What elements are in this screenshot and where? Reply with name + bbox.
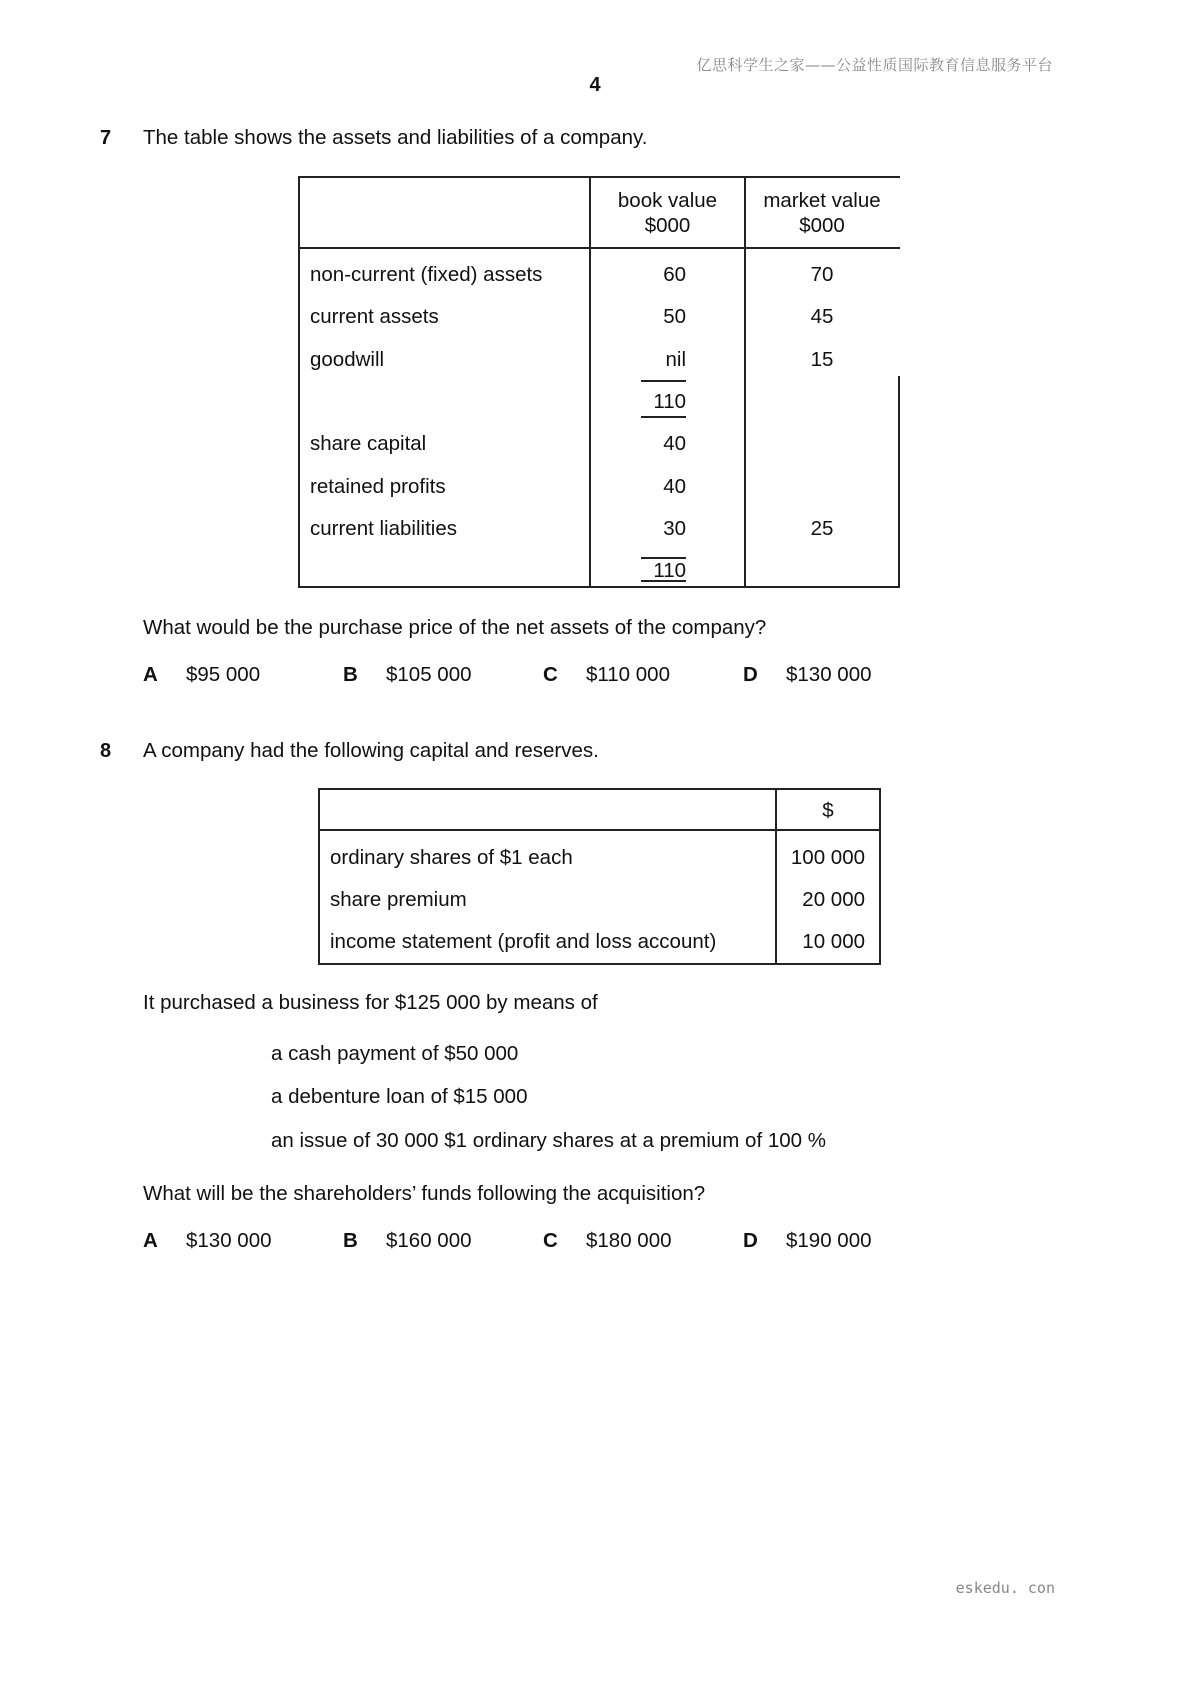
table-row-book: 40 (663, 475, 686, 498)
table-row-value: 20 000 (802, 888, 865, 911)
option-c-letter: C (543, 1229, 558, 1252)
option-a-letter: A (143, 663, 158, 686)
table-row-market: 45 (810, 305, 834, 328)
option-d-text[interactable]: $130 000 (786, 663, 872, 686)
header-market-unit: $000 (799, 214, 845, 237)
question-7-number: 7 (100, 127, 112, 149)
option-a-letter: A (143, 1229, 158, 1252)
means-item: a cash payment of $50 000 (271, 1042, 519, 1065)
option-b-letter: B (343, 663, 358, 686)
option-a-text[interactable]: $130 000 (186, 1229, 272, 1252)
question-8-stem: A company had the following capital and reserves. (143, 739, 599, 762)
option-a-text[interactable]: $95 000 (186, 663, 261, 686)
table-row-market: 15 (810, 348, 834, 371)
table-row-label: goodwill (310, 348, 385, 371)
table-row-value: 100 000 (790, 846, 865, 869)
table-row-value: 10 000 (802, 930, 865, 953)
table-row-label: current liabilities (310, 517, 457, 540)
table-row-label: ordinary shares of $1 each (330, 846, 573, 869)
question-8-intro: It purchased a business for $125 000 by means of (143, 991, 598, 1014)
table-row-label: current assets (310, 305, 439, 328)
table-row-book: 60 (663, 263, 686, 286)
table-row-market: 25 (810, 517, 834, 540)
table-row-label: retained profits (310, 475, 446, 498)
table-row-book-total: 110 (653, 559, 686, 582)
table-row-book: 50 (663, 305, 686, 328)
table-row-book: 40 (663, 432, 686, 455)
question-7-prompt: What would be the purchase price of the net assets of the company? (143, 616, 767, 639)
question-8-prompt: What will be the shareholders’ funds following the acquisition? (143, 1182, 706, 1205)
table-row-market: 70 (810, 263, 834, 286)
table-row-label: non-current (fixed) assets (310, 263, 543, 286)
table-row-label: share capital (310, 432, 427, 455)
option-d-text[interactable]: $190 000 (786, 1229, 872, 1252)
option-c-text[interactable]: $110 000 (586, 663, 670, 686)
header-dollar: $ (822, 799, 834, 822)
option-b-text[interactable]: $105 000 (386, 663, 472, 686)
means-item: an issue of 30 000 $1 ordinary shares at a premium of 100 % (271, 1129, 826, 1152)
watermark-text: 亿思科学生之家——公益性质国际教育信息服务平台 (696, 56, 1053, 74)
table-row-book: 30 (663, 517, 686, 540)
page-number: 4 (589, 74, 601, 96)
footer-text: eskedu. con (955, 1579, 1055, 1597)
header-book-value: book value (617, 189, 718, 212)
table-row-book-total: 110 (653, 390, 686, 413)
table-row-label: share premium (330, 888, 467, 911)
option-c-letter: C (543, 663, 558, 686)
option-d-letter: D (743, 1229, 758, 1252)
means-item: a debenture loan of $15 000 (271, 1085, 528, 1108)
header-market-value: market value (763, 189, 881, 212)
table-row-book: nil (665, 348, 686, 371)
question-8-number: 8 (100, 740, 112, 762)
option-c-text[interactable]: $180 000 (586, 1229, 672, 1252)
table-row-label: income statement (profit and loss account) (330, 930, 717, 953)
option-d-letter: D (743, 663, 758, 686)
header-book-unit: $000 (644, 214, 691, 237)
question-7-stem: The table shows the assets and liabilities of a company. (143, 126, 648, 149)
option-b-letter: B (343, 1229, 358, 1252)
option-b-text[interactable]: $160 000 (386, 1229, 472, 1252)
